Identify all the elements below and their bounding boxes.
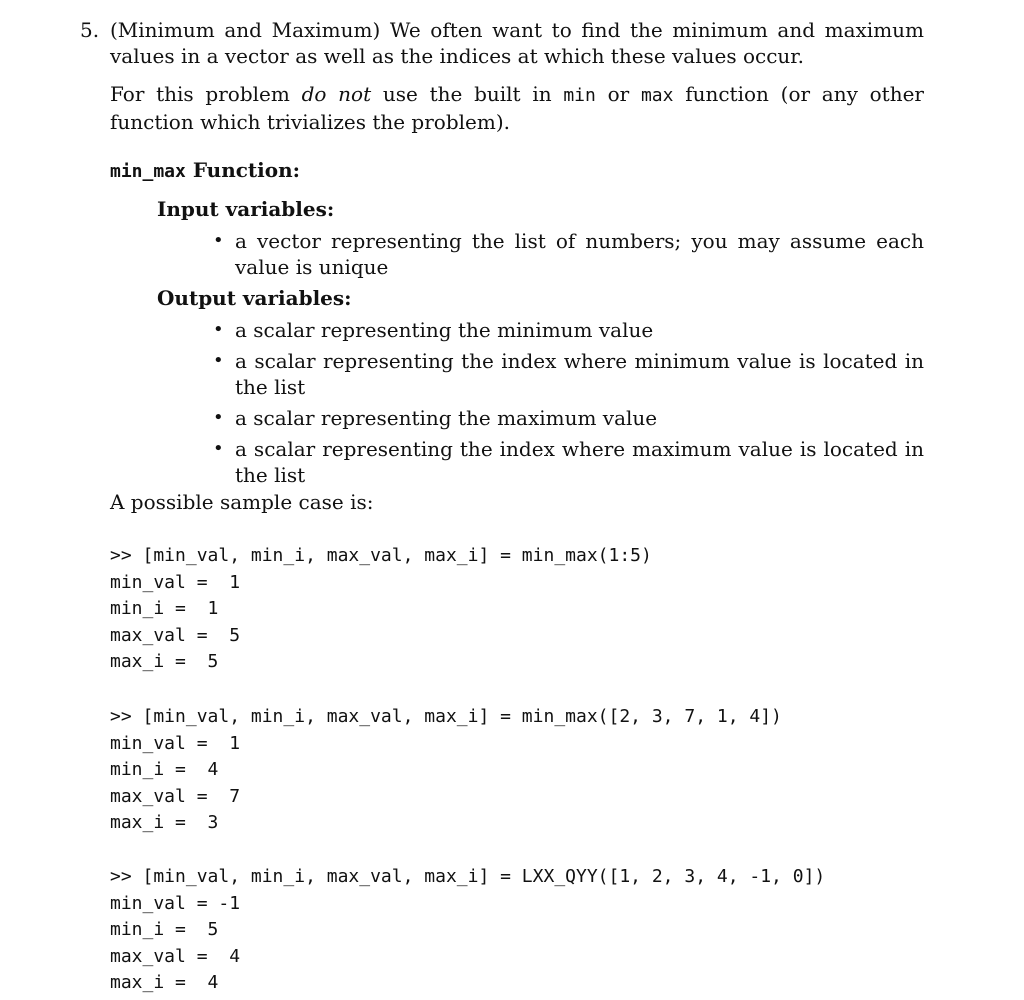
code-line: min_i = 4 xyxy=(110,759,219,781)
max-code: max xyxy=(640,85,674,106)
bullet-dot-icon: • xyxy=(213,407,224,428)
code-line: >> [min_val, min_i, max_val, max_i] = min_max(1:5) xyxy=(110,545,652,566)
bullet-dot-icon: • xyxy=(213,438,224,459)
sample-case-1 xyxy=(110,543,652,676)
bullet-dot-icon: • xyxy=(213,350,224,371)
code-line: max_val = 4 xyxy=(110,945,241,967)
code-line: min_val = 1 xyxy=(110,732,241,754)
rule-text-after: function (or any other function which trivializes the problem). xyxy=(110,82,924,134)
code-line: >> [min_val, min_i, max_val, max_i] = LXX_QYY([1, 2, 3, 4, -1, 0]) xyxy=(110,866,826,887)
output-variable-text: a scalar representing the index where minimum value is located in the list xyxy=(235,349,924,399)
output-variable-text: a scalar representing the minimum value xyxy=(235,318,654,342)
output-variable-text: a scalar representing the maximum value xyxy=(235,406,658,430)
code-line: min_val = -1 xyxy=(110,892,241,914)
problem-rule xyxy=(110,81,924,135)
list-item xyxy=(213,317,924,343)
input-variables-list xyxy=(213,228,924,280)
rule-text-middle-1: use the built in xyxy=(371,82,564,106)
code-line: max_i = 4 xyxy=(110,972,219,994)
output-variable-text: a scalar representing the index where maximum value is located in the list xyxy=(235,437,924,487)
rule-emphasis: do not xyxy=(301,82,372,106)
input-variable-text: a vector representing the list of numbers; you may assume each value is unique xyxy=(235,229,924,279)
list-item xyxy=(213,228,924,280)
problem-intro: (Minimum and Maximum) We often want to find the minimum and maximum values in a vector as well as the indices at which these values occur. xyxy=(110,18,924,68)
code-line: max_i = 3 xyxy=(110,812,219,834)
code-line: max_val = 7 xyxy=(110,785,241,807)
bullet-dot-icon: • xyxy=(213,319,224,340)
code-line: min_i = 5 xyxy=(110,919,219,941)
function-heading xyxy=(110,157,300,185)
function-name: min_max xyxy=(110,161,186,182)
bullet-dot-icon: • xyxy=(213,230,224,251)
output-variables-heading: Output variables: xyxy=(157,286,352,310)
code-line: max_i = 5 xyxy=(110,651,219,673)
code-line: min_val = 1 xyxy=(110,571,241,593)
min-code: min xyxy=(563,85,596,106)
sample-case-intro: A possible sample case is: xyxy=(110,490,374,514)
code-line: max_val = 5 xyxy=(110,624,241,646)
rule-text-before: For this problem xyxy=(110,82,302,106)
function-label: Function: xyxy=(185,158,301,182)
output-variables-list xyxy=(213,317,924,493)
code-line: min_i = 1 xyxy=(110,598,219,620)
list-item xyxy=(213,405,924,431)
rule-text-middle-2: or xyxy=(595,82,641,106)
code-line: >> [min_val, min_i, max_val, max_i] = min_max([2, 3, 7, 1, 4]) xyxy=(110,706,782,727)
input-variables-heading: Input variables: xyxy=(157,197,335,221)
list-item xyxy=(213,436,924,488)
sample-case-2 xyxy=(110,704,782,837)
list-item xyxy=(213,348,924,400)
problem-number: 5. xyxy=(80,18,100,42)
sample-case-3 xyxy=(110,864,825,997)
